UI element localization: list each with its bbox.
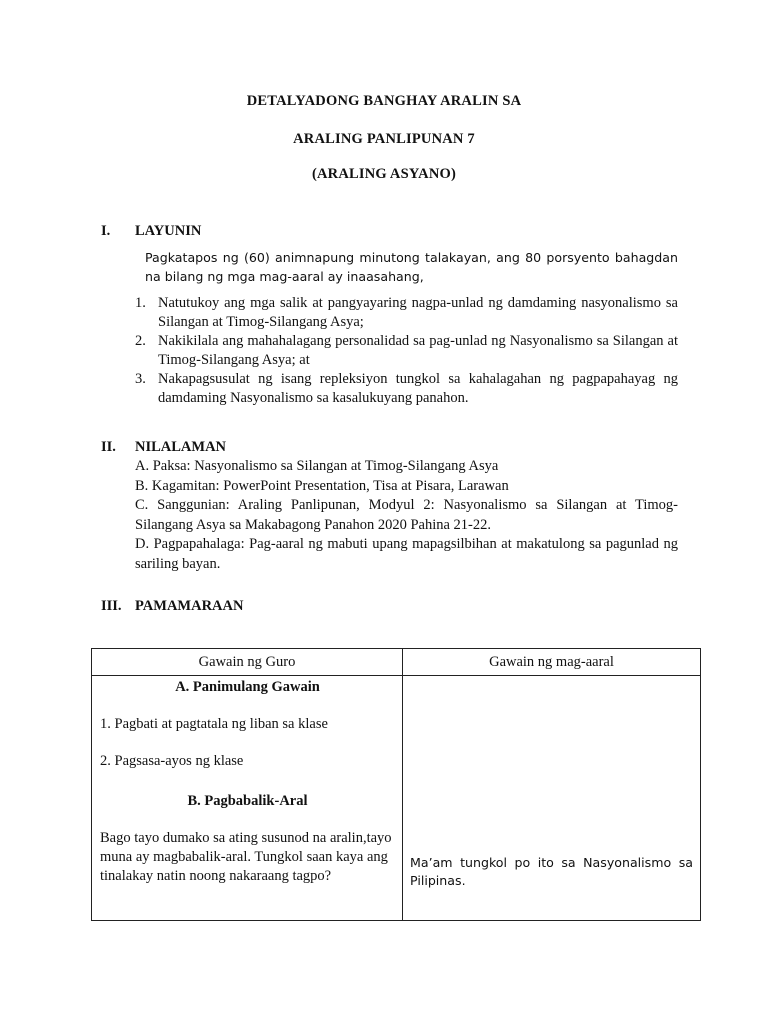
objective-number: 2. (135, 333, 146, 349)
objective-number: 1. (135, 295, 146, 311)
objective-text: Nakikilala ang mahahalagang personalidad sa pag-unlad ng Nasyonalismo sa Silangan at Timog-Silangang Asya; at (158, 333, 678, 368)
doc-title-line1: DETALYADONG BANGHAY ARALIN SA (246, 93, 522, 109)
objectives-list (135, 294, 678, 408)
section1-intro: Pagkatapos ng (60) animnapung minutong talakayan, ang 80 porsyento bahagdan na bilang ng mga mag-aaral ay inaasahang, (145, 250, 678, 284)
student-activity-cell (403, 676, 701, 921)
content-list (135, 457, 678, 574)
section2-number: II. (101, 439, 116, 455)
objective-number: 3. (135, 371, 146, 387)
doc-title-line2: ARALING PANLIPUNAN 7 (293, 131, 475, 147)
teacher-activity-cell (92, 676, 403, 921)
content-item-sanggunian: C. Sanggunian: Araling Panlipunan, Modyul 2: Nasyonalismo sa Silangan at Timog-Silangang Asya sa Makabagong Panahon 2020 Pahina 21-22. (135, 497, 678, 533)
section3-number: III. (101, 598, 122, 614)
objective-text: Nakapagsusulat ng isang repleksiyon tungkol sa kahalagahan ng pagpapahayag ng damdaming Nasyonalismo sa kasalukuyang panahon. (158, 371, 678, 406)
review-question: Bago tayo dumako sa ating susunod na aralin,tayo muna ay magbabalik-aral. Tungkol saan kaya ang tinalakay natin noong nakaraang tagpo? (100, 830, 392, 884)
content-item-pagpapahalaga: D. Pagpapahalaga: Pag-aaral ng mabuti upang mapagsilbihan at makatulong sa pagunlad ng sariling bayan. (135, 536, 678, 572)
objective-item (135, 370, 678, 408)
table-row (92, 676, 701, 921)
objective-item (135, 332, 678, 370)
section1-number: I. (101, 223, 111, 239)
section3-heading: PAMAMARAAN (135, 598, 244, 614)
greeting-item: 1. Pagbati at pagtatala ng liban sa klase (100, 716, 328, 732)
content-item-kagamitan: B. Kagamitan: PowerPoint Presentation, Tisa at Pisara, Larawan (135, 477, 509, 494)
objective-item (135, 294, 678, 332)
lesson-table (91, 648, 701, 921)
doc-title-line3: (ARALING ASYANO) (311, 166, 457, 182)
part-a-heading: A. Panimulang Gawain (175, 679, 320, 695)
arrangement-item: 2. Pagsasa-ayos ng klase (100, 753, 244, 769)
objective-text: Natutukoy ang mga salik at pangyayaring nagpa-unlad ng damdaming nasyonalismo sa Silangan at Timog-Silangang Asya; (158, 295, 678, 330)
section1-heading: LAYUNIN (135, 223, 202, 239)
table-header-row (92, 649, 701, 676)
col-header-student: Gawain ng mag-aaral (403, 649, 701, 676)
student-answer: Ma’am tungkol po ito sa Nasyonalismo sa Pilipinas. (410, 855, 693, 888)
section2-heading: NILALAMAN (135, 439, 227, 455)
content-item-paksa: A. Paksa: Nasyonalismo sa Silangan at Timog-Silangang Asya (135, 458, 499, 474)
col-header-teacher: Gawain ng Guro (92, 649, 403, 676)
part-b-heading: B. Pagbabalik-Aral (187, 793, 308, 809)
